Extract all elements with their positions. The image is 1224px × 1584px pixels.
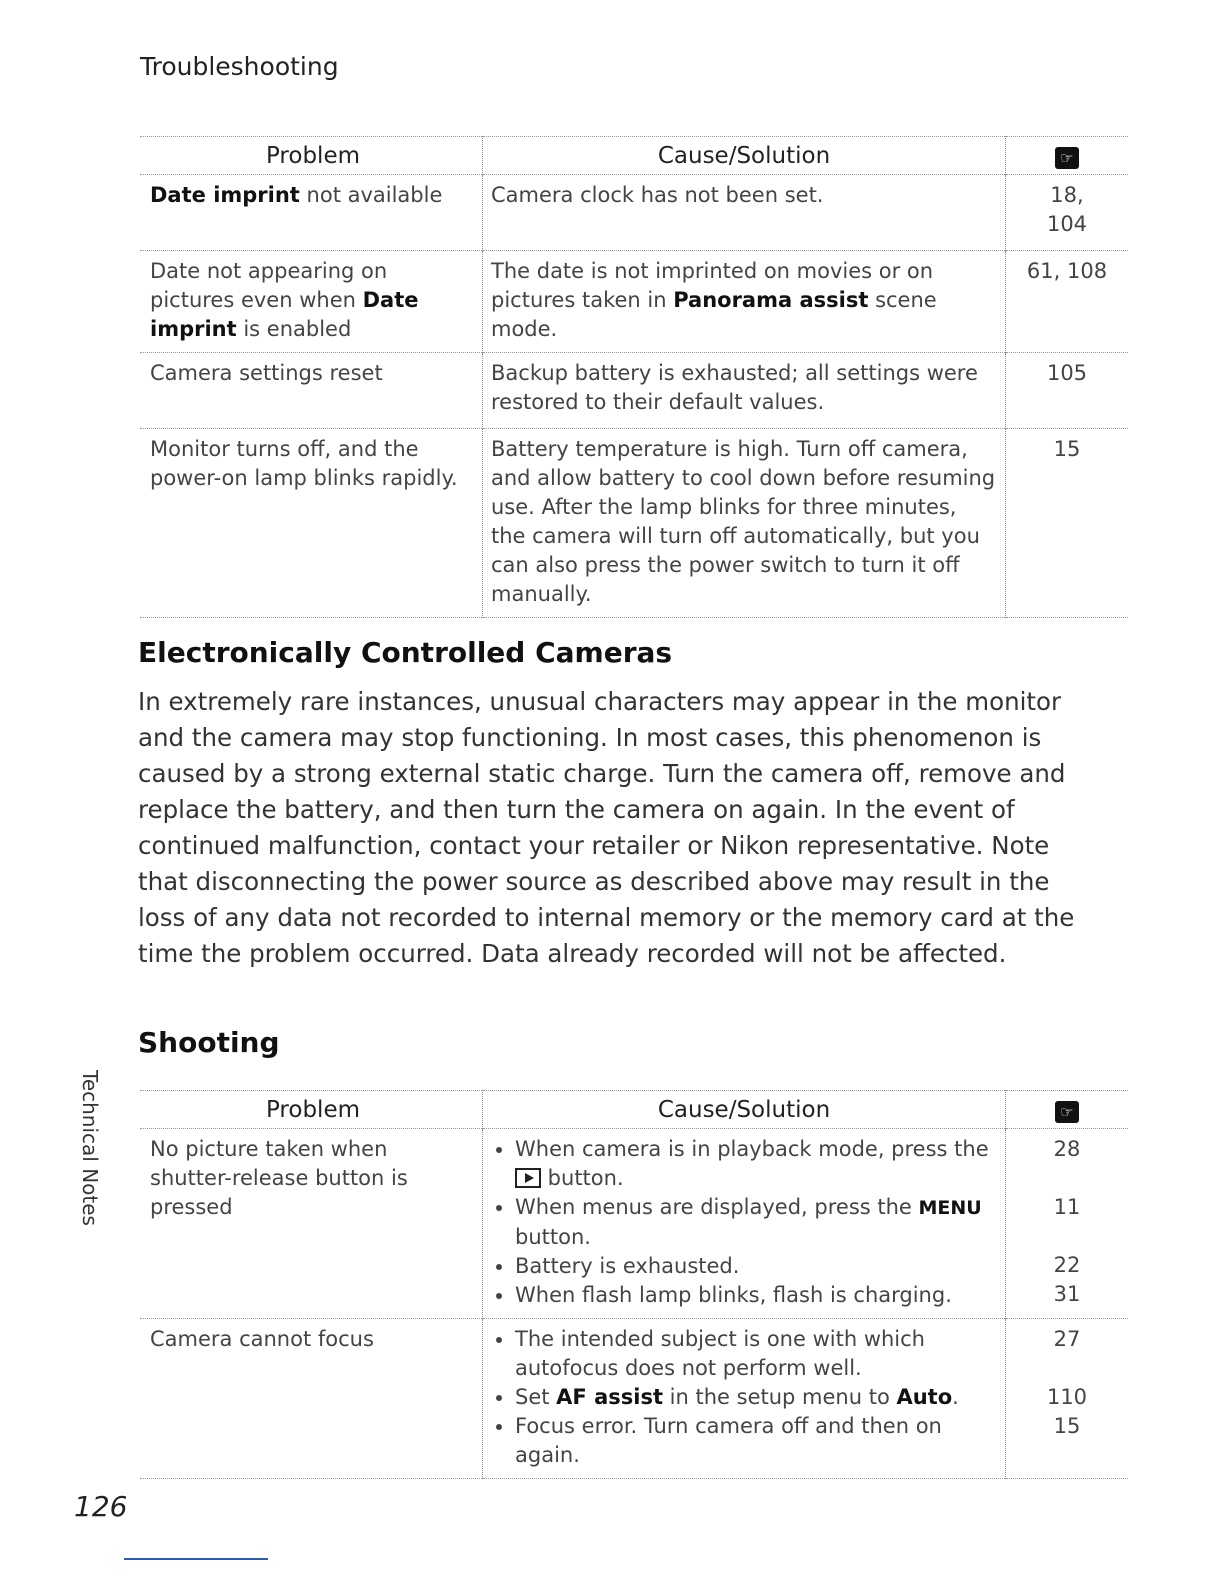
ref-cell xyxy=(1006,251,1129,353)
list-item: • When camera is in playback mode, press the button. xyxy=(515,1135,997,1193)
page-ref: 15 xyxy=(1053,1414,1081,1438)
problem-cell: Monitor turns off, and the power-on lamp blinks rapidly. xyxy=(150,437,458,490)
page-ref: 11 xyxy=(1053,1195,1081,1219)
page-ref: 27 xyxy=(1053,1327,1081,1351)
ref-cell xyxy=(1006,175,1129,251)
table-row xyxy=(140,353,1128,429)
col-cause-header: Cause/Solution xyxy=(483,137,1006,175)
page-ref: 31 xyxy=(1053,1282,1081,1306)
list-item: • When menus are displayed, press the MENU button. xyxy=(515,1193,997,1252)
side-tab xyxy=(72,1070,112,1230)
page-ref: 15 xyxy=(1053,437,1081,461)
table-row xyxy=(140,251,1128,353)
page-ref: 104 xyxy=(1046,212,1088,236)
cause-cell: The date is not imprinted on movies or on pictures taken in Panorama assist scene mode. xyxy=(483,251,1006,353)
table-row xyxy=(140,175,1128,251)
list-item: • When flash lamp blinks, flash is charging. xyxy=(515,1281,997,1310)
list-item: • Focus error. Turn camera off and then on again. xyxy=(515,1412,997,1470)
ref-cell xyxy=(1006,1319,1129,1479)
side-tab-label: Technical Notes xyxy=(78,1070,102,1226)
table-row xyxy=(140,1319,1128,1479)
problem-cell: Date imprint not available xyxy=(150,183,443,207)
list-item: • The intended subject is one with which autofocus does not perform well. xyxy=(515,1325,997,1383)
section-paragraph-ecc: In extremely rare instances, unusual characters may appear in the monitor and the camera may stop functioning. In most cases, this phenomenon is caused by a strong external static charge. Turn the camera off, remove and replace the battery, and then turn the camera on again. In the event of continued malfunction, contact your retailer or Nikon representative. Note that disconnecting the power source as described above may result in the loss of any data not recorded to internal memory or the memory card at the time the problem occurred. Data already recorded will not be affected. xyxy=(138,687,1075,968)
table-header-row xyxy=(140,137,1128,175)
section-title-ecc: Electronically Controlled Cameras xyxy=(138,636,673,669)
ref-cell xyxy=(1006,429,1129,618)
running-header: Troubleshooting xyxy=(140,52,339,81)
list-item: • Set AF assist in the setup menu to Auto. xyxy=(515,1383,997,1412)
table-header-row xyxy=(140,1091,1128,1129)
ref-cell xyxy=(1006,1129,1129,1319)
problem-cell: No picture taken when shutter-release button is pressed xyxy=(150,1137,408,1219)
list-item: • Battery is exhausted. xyxy=(515,1252,997,1281)
ref-cell xyxy=(1006,353,1129,429)
page-ref: 61, 108 xyxy=(1026,259,1108,283)
cause-cell xyxy=(483,1129,1006,1319)
cause-cell: Battery temperature is high. Turn off camera, and allow battery to cool down before resuming use. After the lamp blinks for three minutes, the camera will turn off automatically, but you can also press the power switch to turn it off manually. xyxy=(483,429,1006,618)
shooting-table xyxy=(140,1090,1128,1479)
footer-rule xyxy=(124,1558,268,1560)
cause-cell: Camera clock has not been set. xyxy=(483,175,1006,251)
playback-icon xyxy=(515,1168,541,1188)
col-cause-header: Cause/Solution xyxy=(483,1091,1006,1129)
page-ref: 28 xyxy=(1053,1137,1081,1161)
table-row xyxy=(140,1129,1128,1319)
page-ref: 105 xyxy=(1046,361,1088,385)
section-title-shooting: Shooting xyxy=(138,1026,280,1059)
col-problem-header: Problem xyxy=(265,1097,361,1123)
book-ref-icon: ☞ xyxy=(1055,147,1079,169)
col-problem-header: Problem xyxy=(265,143,361,169)
page-ref: 22 xyxy=(1053,1253,1081,1277)
problem-cell: Camera cannot focus xyxy=(150,1327,374,1351)
cause-cell: Backup battery is exhausted; all settings were restored to their default values. xyxy=(483,353,1006,429)
table-row xyxy=(140,429,1128,618)
book-ref-icon: ☞ xyxy=(1055,1101,1079,1123)
cause-cell xyxy=(483,1319,1006,1479)
page-ref: 110 xyxy=(1046,1385,1088,1409)
troubleshooting-table xyxy=(140,136,1128,618)
problem-cell: Camera settings reset xyxy=(150,361,383,385)
problem-cell: Date not appearing on pictures even when Date imprint is enabled xyxy=(150,259,419,341)
col-ref-header xyxy=(1006,1091,1129,1129)
page-number: 126 xyxy=(74,1490,128,1523)
col-ref-header xyxy=(1006,137,1129,175)
page-ref: 18, xyxy=(1050,183,1084,207)
